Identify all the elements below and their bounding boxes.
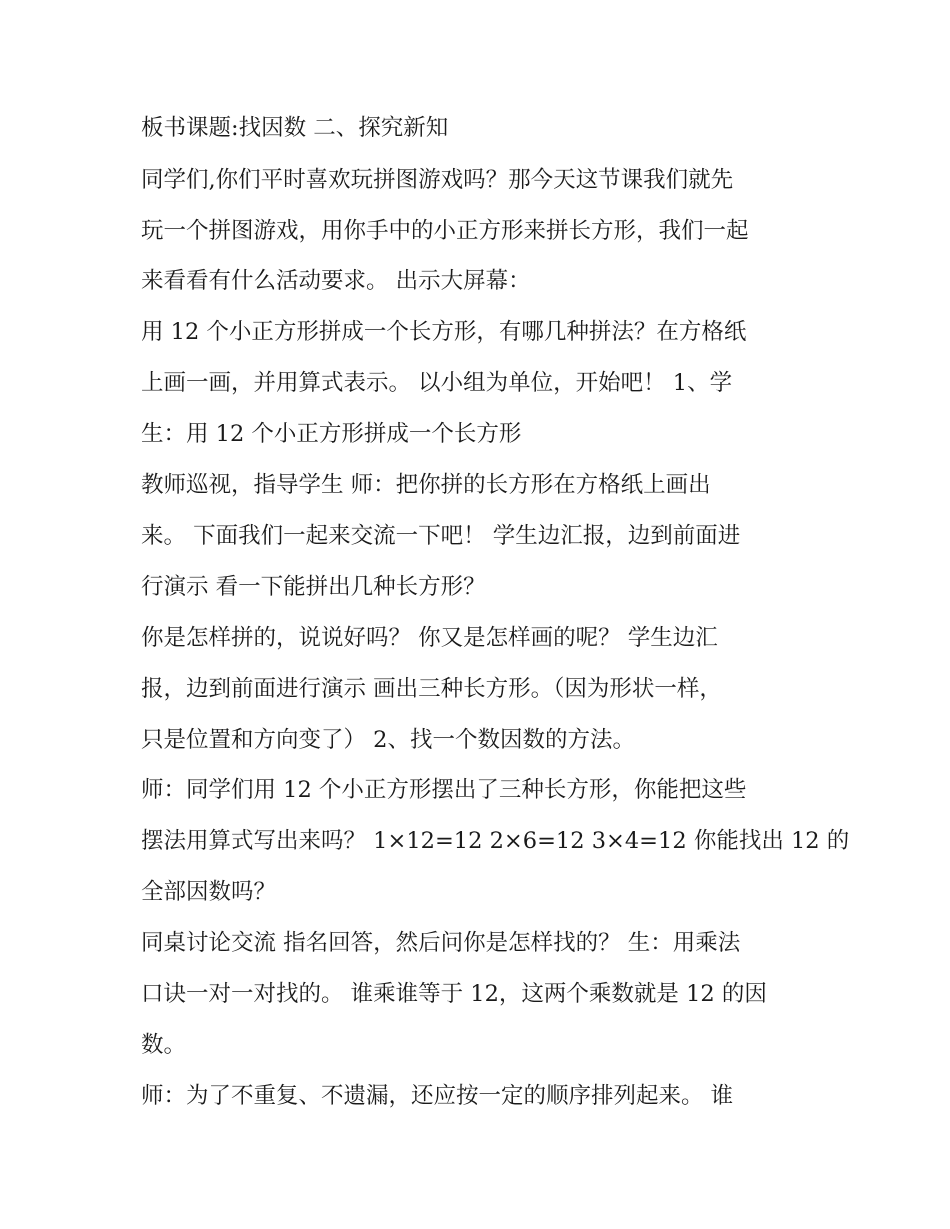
text-line: 上画一画，并用算式表示。 以小组为单位，开始吧！ 1、学 bbox=[141, 370, 733, 396]
text-line: 用 12 个小正方形拼成一个长方形，有哪几种拼法？在方格纸 bbox=[141, 319, 747, 345]
text-line: 行演示 看一下能拼出几种长方形？ bbox=[141, 574, 486, 600]
text-line: 来看看有什么活动要求。 出示大屏幕： bbox=[141, 268, 531, 294]
text-line: 同桌讨论交流 指名回答，然后问你是怎样找的？ 生：用乘法 bbox=[141, 930, 741, 956]
text-line: 摆法用算式写出来吗？ 1×12=12 2×6=12 3×4=12 你能找出 12 的 bbox=[141, 828, 850, 854]
text-line: 报，边到前面进行演示 画出三种长方形。（因为形状一样， bbox=[141, 676, 722, 702]
text-line: 师：同学们用 12 个小正方形摆出了三种长方形，你能把这些 bbox=[141, 777, 747, 803]
text-line: 你是怎样拼的，说说好吗？ 你又是怎样画的呢？ 学生边汇 bbox=[141, 625, 718, 651]
text-line: 只是位置和方向变了） 2、找一个数因数的方法。 bbox=[141, 727, 635, 753]
text-line: 数。 bbox=[141, 1032, 187, 1058]
text-line: 来。 下面我们一起来交流一下吧！ 学生边汇报，边到前面进 bbox=[141, 523, 741, 549]
text-line: 全部因数吗？ bbox=[141, 879, 277, 905]
text-line: 教师巡视，指导学生 师：把你拼的长方形在方格纸上画出 bbox=[141, 472, 711, 498]
text-line: 口诀一对一对找的。 谁乘谁等于 12，这两个乘数就是 12 的因 bbox=[141, 981, 767, 1007]
text-line: 板书课题:找因数 二、探究新知 bbox=[141, 115, 449, 141]
text-line: 师：为了不重复、不遗漏，还应按一定的顺序排列起来。 谁 bbox=[141, 1083, 734, 1109]
text-line: 生：用 12 个小正方形拼成一个长方形 bbox=[141, 421, 522, 447]
text-line: 同学们,你们平时喜欢玩拼图游戏吗？那今天这节课我们就先 bbox=[141, 167, 734, 193]
text-line: 玩一个拼图游戏，用你手中的小正方形来拼长方形，我们一起 bbox=[141, 218, 749, 244]
